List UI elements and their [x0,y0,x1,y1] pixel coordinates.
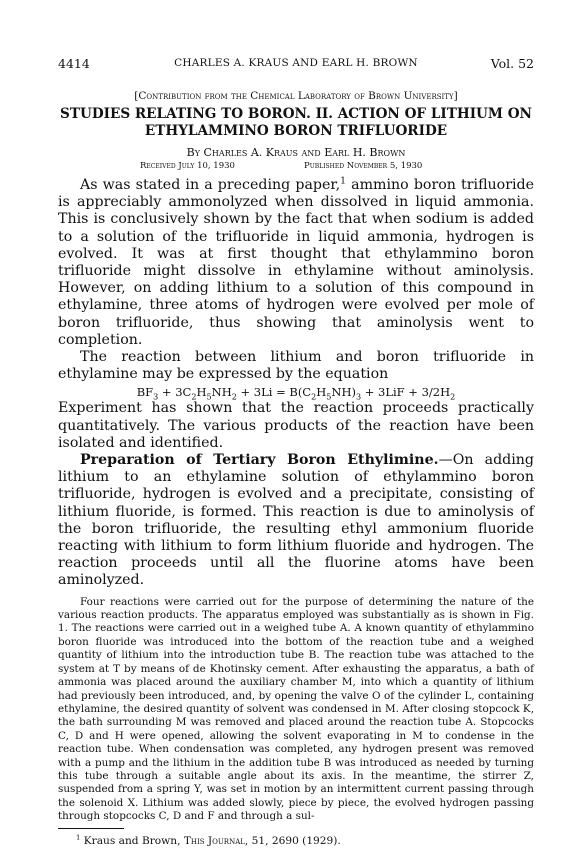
title-line-1: STUDIES RELATING TO BORON. II. ACTION OF LITHIUM ON [60,106,532,122]
running-head-authors: CHARLES A. KRAUS AND EARL H. BROWN [174,57,418,69]
published-date: Published November 5, 1930 [304,161,423,171]
contribution-note: [Contribution from the Chemical Laboratory of Brown University] [134,90,458,102]
reaction-equation: $BF_3 + 3C_2H_5NH_2 + 3Li = B(C_2H_5NH)_3 + 3LiF + 3/2H_2$ [136,385,456,402]
article-title [58,106,534,140]
received-date: Received July 10, 1930 [140,161,235,171]
footnote-rule [58,828,124,829]
title-line-2: ETHYLAMMINO BORON TRIFLUORIDE [144,123,448,139]
paragraph-intro-text-a: As was stated in a preceding paper, [80,177,341,193]
footnote-reference: 1 [340,175,346,187]
paragraph-experiment: Experiment has shown that the reaction proceeds practically quantitatively. The various products of the reaction have been isolated and identified. [58,400,534,451]
byline: By Charles A. Kraus and Earl H. Brown [186,146,406,159]
paragraph-experimental-details: Four reactions were carried out for the purpose of determining the nature of the various reaction products. The apparatus employed was substantially as is shown in Fig. 1. The reactions were carried out in a weighed tube A. A known quantity of ethylammino boron fluoride was introduced into the bottom of the reaction tube and a weighed quantity of lithium into the introduction tube B. The reaction tube was attached to the system at T by means of de Khotinsky cement. After exhausting the apparatus, a bath of ammonia was placed around the auxiliary chamber M, into which a quantity of lithium had previously been introduced, and, by opening the valve O of the cylinder L, containing ethylamine, the desired quantity of solvent was condensed in M. After closing stopcock K, the bath surrounding M was removed and placed around the reaction tube A. Stopcocks C, D and H were opened, allowing the solvent evaporating in M to condense in the reaction tube. When condensation was completed, any hydrogen present was removed with a pump and the lithium in the addition tube B was introduced as needed by turning this tube through a suitable angle about its axis. In the meantime, the stirrer Z, suspended from a spring Y, was set in motion by an intermittent current passing through the solenoid X. Lithium was added slowly, piece by piece, the evolved hydrogen passing through stopcocks C, D and F and through a sul- [58,595,534,823]
journal-name: This Journal [183,834,245,847]
volume-number: Vol. 52 [490,56,534,71]
running-head [58,56,534,76]
dates-line [58,161,534,175]
journal-page [58,56,534,847]
paragraph-intro-text-b: ammino boron trifluoride is appreciably ammonolyzed when dissolved in liquid ammonia. This is conclusively shown by the fact that when sodium is added to a solution of the trifluoride in liquid ammonia, hydrogen is evolved. It was at first thought that ethylammino boron trifluoride might dissolve in ethylamine without aminolysis. However, on adding lithium to a solution of this compound in ethylamine, three atoms of hydrogen were evolved per mole of boron trifluoride, thus showing that aminolysis went to completion. [58,177,535,348]
page-number: 4414 [58,56,90,71]
footnote: $^1$ Kraus and Brown, This Journal, 51, 2690 (1929). [76,833,341,847]
paragraph-preparation [58,452,534,590]
section-heading: Preparation of Tertiary Boron Ethylimine. [80,452,439,469]
paragraph-equation-intro: The reaction between lithium and boron trifluoride in ethylamine may be expressed by the equation [58,349,534,383]
paragraph-intro [58,177,534,349]
paragraph-preparation-text: —On adding lithium to an ethylamine solution of ethylammino boron trifluoride, hydrogen is evolved and a precipitate, consisting of lithium fluoride, is formed. This reaction is due to aminolysis of the boron trifluoride, the resulting ethyl ammonium fluoride reacting with lithium to form lithium fluoride and hydrogen. The reaction proceeds until all the fluorine atoms have been aminolyzed. [58,452,534,589]
footnote-number: 1 [76,833,81,842]
